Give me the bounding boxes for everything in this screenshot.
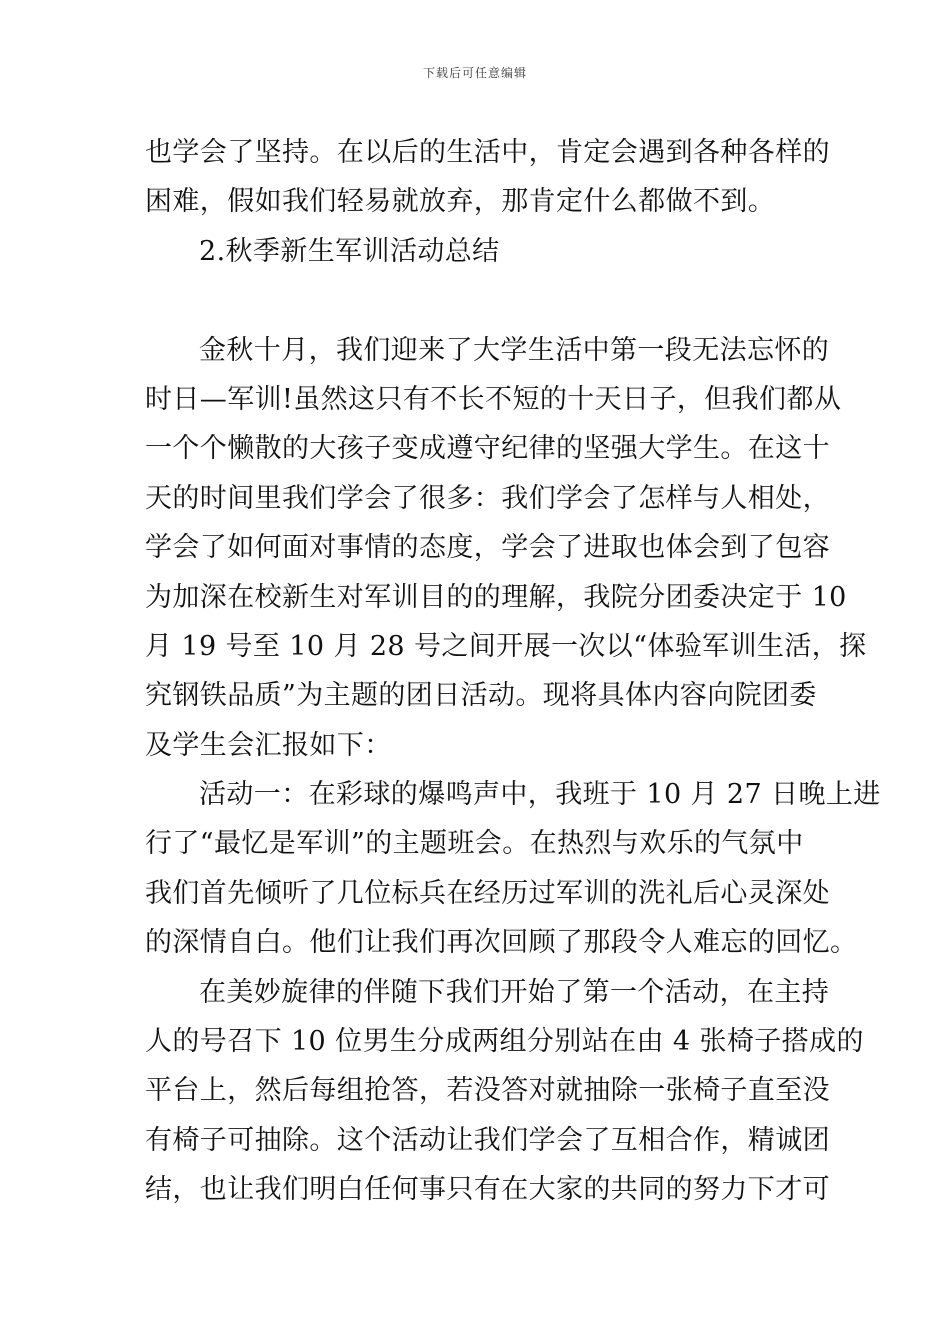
text-line: 一个个懒散的大孩子变成遵守纪律的坚强大学生。在这十 bbox=[145, 433, 830, 465]
text-line: 活动一：在彩球的爆鸣声中，我班于 10 月 27 日晚上进 bbox=[199, 779, 881, 811]
text-line: 天的时间里我们学会了很多：我们学会了怎样与人相处， bbox=[145, 482, 830, 514]
text-line: 在美妙旋律的伴随下我们开始了第一个活动，在主持 bbox=[199, 976, 830, 1008]
text-line: 金秋十月，我们迎来了大学生活中第一段无法忘怀的 bbox=[199, 334, 830, 366]
text-line: 2.秋季新生军训活动总结 bbox=[199, 235, 500, 267]
document-body bbox=[145, 128, 881, 1215]
text-line: 也学会了坚持。在以后的生活中，肯定会遇到各种各样的 bbox=[145, 137, 830, 168]
text-line: 困难，假如我们轻易就放弃，那肯定什么都做不到。 bbox=[145, 186, 776, 218]
text-line: 行了“最忆是军训”的主题班会。在热烈与欢乐的气氛中 bbox=[145, 828, 804, 860]
text-line: 学会了如何面对事情的态度，学会了进取也体会到了包容 bbox=[145, 532, 830, 564]
text-line: 究钢铁品质”为主题的团日活动。现将具体内容向院团委 bbox=[145, 680, 817, 712]
text-line: 的深情自白。他们让我们再次回顾了那段令人难忘的回忆。 bbox=[145, 927, 858, 959]
text-line: 为加深在校新生对军训目的的理解，我院分团委决定于 10 bbox=[145, 581, 847, 613]
page-header: 下载后可任意编辑 bbox=[422, 66, 527, 80]
text-line: 及学生会汇报如下： bbox=[145, 729, 392, 761]
text-line: 结，也让我们明白任何事只有在大家的共同的努力下才可 bbox=[145, 1174, 830, 1206]
blank-line bbox=[145, 276, 807, 325]
text-line: 我们首先倾听了几位标兵在经历过军训的洗礼后心灵深处 bbox=[145, 877, 830, 909]
text-line: 月 19 号至 10 月 28 号之间开展一次以“体验军训生活，探 bbox=[145, 630, 867, 662]
text-line: 时日—军训!虽然这只有不长不短的十天日子，但我们都从 bbox=[145, 383, 842, 415]
text-line: 平台上，然后每组抢答，若没答对就抽除一张椅子直至没 bbox=[145, 1075, 830, 1107]
text-line: 人的号召下 10 位男生分成两组分别站在由 4 张椅子搭成的 bbox=[145, 1026, 864, 1058]
text-line: 有椅子可抽除。这个活动让我们学会了互相合作，精诚团 bbox=[145, 1124, 830, 1156]
